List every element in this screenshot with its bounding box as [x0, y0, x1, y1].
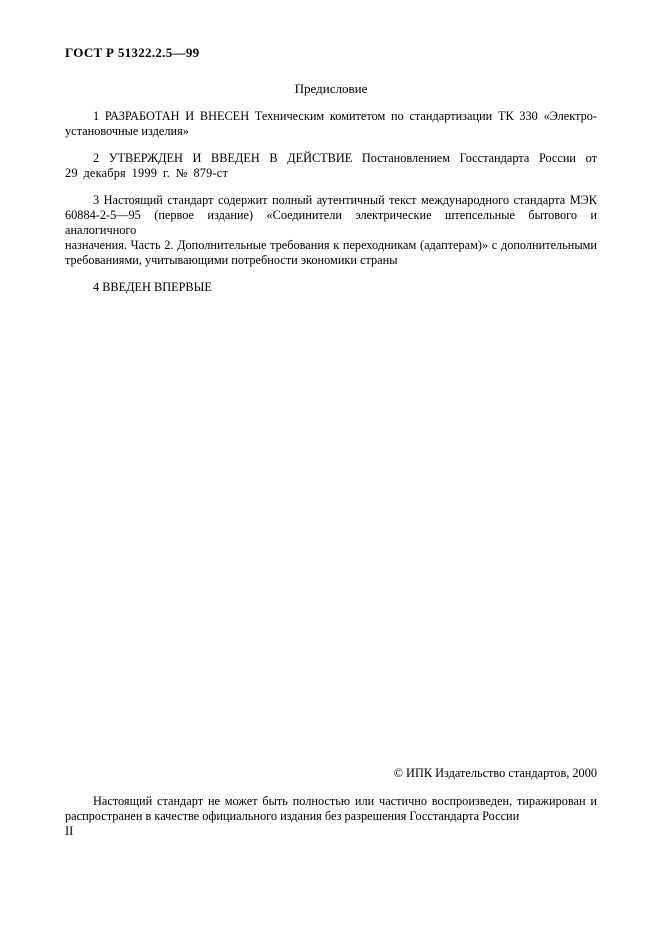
- reproduction-notice: [65, 794, 597, 824]
- paragraph-2: [65, 151, 597, 181]
- paragraph-3-line-1: 3 Настоящий стандарт содержит полный аутентичный текст международного стандарта МЭК: [93, 193, 597, 207]
- notice-line-2: распространен в качестве официального издания без разрешения Госстандарта России: [65, 809, 520, 823]
- notice-line-1: Настоящий стандарт не может быть полностью или частично воспроизведен, тиражирован и: [93, 794, 597, 808]
- document-content: [65, 0, 597, 295]
- paragraph-1-line-1: 1 РАЗРАБОТАН И ВНЕСЕН Техническим комитетом по стандартизации ТК 330 «Электро-: [93, 109, 597, 123]
- document-code: ГОСТ Р 51322.2.5—99: [65, 45, 200, 60]
- page-number: II: [65, 824, 74, 838]
- paragraph-3-line-2: 60884-2-5—95 (первое издание) «Соединители электрические штепсельные бытового и аналогичного: [65, 208, 597, 237]
- paragraph-3-line-4: требованиями, учитывающими потребности экономики страны: [65, 253, 398, 267]
- paragraph-4: [65, 280, 597, 295]
- section-title: Предисловие: [294, 81, 368, 96]
- paragraph-4-line-1: 4 ВВЕДЕН ВПЕРВЫЕ: [93, 280, 212, 294]
- paragraph-1: [65, 109, 597, 139]
- paragraph-3-line-3: назначения. Часть 2. Дополнительные требования к переходникам (адаптерам)» с дополнительными: [65, 238, 597, 252]
- paragraph-3: [65, 193, 597, 268]
- paragraph-2-line-2: 29 декабря 1999 г. № 879-ст: [65, 166, 229, 180]
- paragraph-2-line-1: 2 УТВЕРЖДЕН И ВВЕДЕН В ДЕЙСТВИЕ Постановлением Госстандарта России от: [93, 151, 597, 165]
- copyright-line: © ИПК Издательство стандартов, 2000: [393, 766, 597, 780]
- paragraph-1-line-2: установочные изделия»: [65, 124, 189, 138]
- footer-block: [65, 766, 597, 839]
